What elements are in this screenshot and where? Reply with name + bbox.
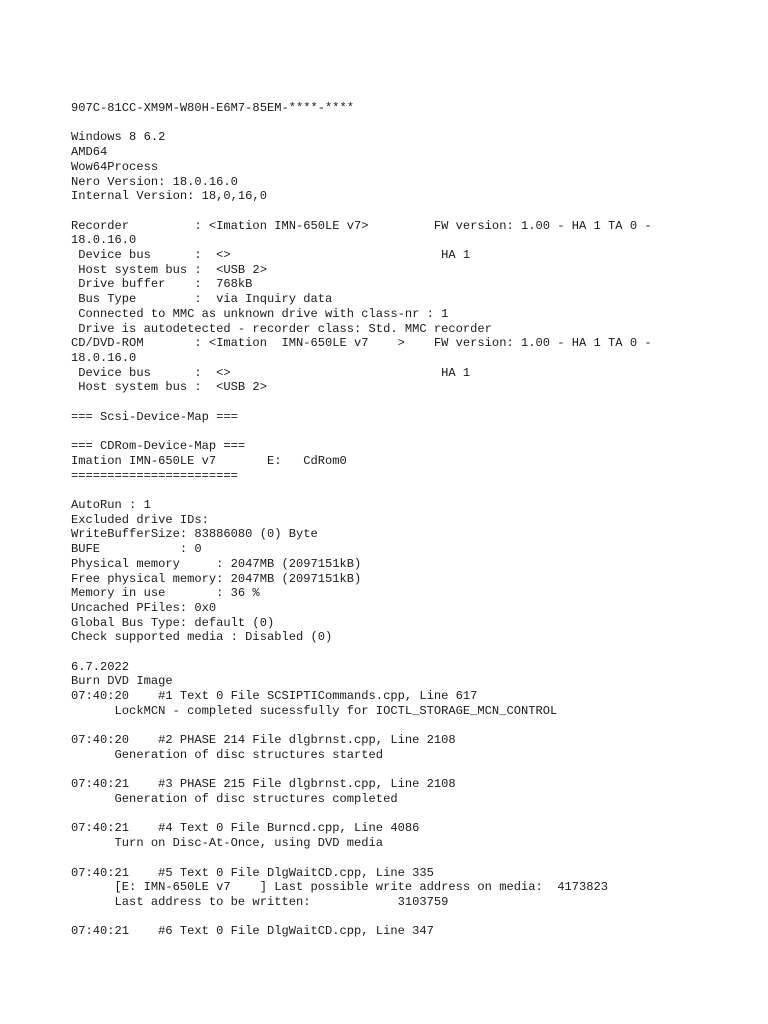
log-line: Windows 8 6.2 — [71, 130, 166, 145]
blank-line — [71, 395, 761, 410]
log-line: Memory in use : 36 % — [71, 586, 260, 601]
log-line: BUFE : 0 — [71, 542, 202, 557]
log-line: Host system bus : <USB 2> — [71, 380, 267, 395]
log-line: 07:40:20 #2 PHASE 214 File dlgbrnst.cpp, Line 2108 — [71, 733, 456, 748]
log-line: Drive is autodetected - recorder class: Std. MMC recorder — [71, 321, 492, 336]
log-line: 07:40:20 #1 Text 0 File SCSIPTICommands.cpp, Line 617 — [71, 689, 478, 704]
document-page — [71, 101, 761, 1001]
log-line: Bus Type : via Inquiry data — [71, 292, 333, 307]
log-line: Drive buffer : 768kB — [71, 277, 253, 292]
log-line: 07:40:21 #3 PHASE 215 File dlgbrnst.cpp, Line 2108 — [71, 777, 456, 792]
log-line: Device bus : <> HA 1 — [71, 248, 471, 263]
log-line: LockMCN - completed sucessfully for IOCTL_STORAGE_MCN_CONTROL — [71, 703, 558, 718]
blank-line — [71, 483, 761, 498]
log-line: === CDRom-Device-Map === — [71, 439, 246, 454]
blank-line — [71, 763, 761, 778]
log-line: === Scsi-Device-Map === — [71, 409, 238, 424]
log-line: Generation of disc structures completed — [71, 792, 398, 807]
log-line: AutoRun : 1 — [71, 497, 151, 512]
blank-line — [71, 645, 761, 660]
log-line: Recorder : <Imation IMN-650LE v7> FW version: 1.00 - HA 1 TA 0 - — [71, 218, 652, 233]
log-line: Last address to be written: 3103759 — [71, 894, 449, 909]
log-line: Check supported media : Disabled (0) — [71, 630, 333, 645]
blank-line — [71, 851, 761, 866]
log-line: Device bus : <> HA 1 — [71, 365, 471, 380]
log-line: 18.0.16.0 — [71, 233, 137, 248]
blank-line — [71, 807, 761, 822]
log-line: CD/DVD-ROM : <Imation IMN-650LE v7 > FW version: 1.00 - HA 1 TA 0 - — [71, 336, 652, 351]
log-line: Host system bus : <USB 2> — [71, 262, 267, 277]
log-line: Connected to MMC as unknown drive with class-nr : 1 — [71, 306, 449, 321]
blank-line — [71, 116, 761, 131]
log-line: Physical memory : 2047MB (2097151kB) — [71, 556, 362, 571]
log-line: 6.7.2022 — [71, 659, 130, 674]
log-line: Wow64Process — [71, 159, 159, 174]
log-line: Global Bus Type: default (0) — [71, 615, 275, 630]
log-line: Burn DVD Image — [71, 674, 173, 689]
log-line: ======================= — [71, 468, 238, 483]
log-line: Generation of disc structures started — [71, 747, 384, 762]
log-text — [71, 101, 761, 939]
log-line: Excluded drive IDs: — [71, 512, 209, 527]
log-line: 18.0.16.0 — [71, 350, 137, 365]
log-line: 07:40:21 #5 Text 0 File DlgWaitCD.cpp, Line 335 — [71, 865, 434, 880]
log-line: [E: IMN-650LE v7 ] Last possible write address on media: 4173823 — [71, 880, 609, 895]
blank-line — [71, 910, 761, 925]
log-line: WriteBufferSize: 83886080 (0) Byte — [71, 527, 318, 542]
blank-line — [71, 424, 761, 439]
log-line: Turn on Disc-At-Once, using DVD media — [71, 836, 384, 851]
log-line: 907C-81CC-XM9M-W80H-E6M7-85EM-****-**** — [71, 101, 355, 115]
log-line: Free physical memory: 2047MB (2097151kB) — [71, 571, 362, 586]
log-line: Internal Version: 18,0,16,0 — [71, 189, 267, 204]
log-line: Imation IMN-650LE v7 E: CdRom0 — [71, 453, 347, 468]
log-line: 07:40:21 #6 Text 0 File DlgWaitCD.cpp, Line 347 — [71, 924, 434, 939]
log-line: Uncached PFiles: 0x0 — [71, 600, 217, 615]
blank-line — [71, 719, 761, 734]
log-line: AMD64 — [71, 145, 108, 160]
blank-line — [71, 204, 761, 219]
log-line: 07:40:21 #4 Text 0 File Burncd.cpp, Line 4086 — [71, 821, 420, 836]
log-line: Nero Version: 18.0.16.0 — [71, 174, 238, 189]
